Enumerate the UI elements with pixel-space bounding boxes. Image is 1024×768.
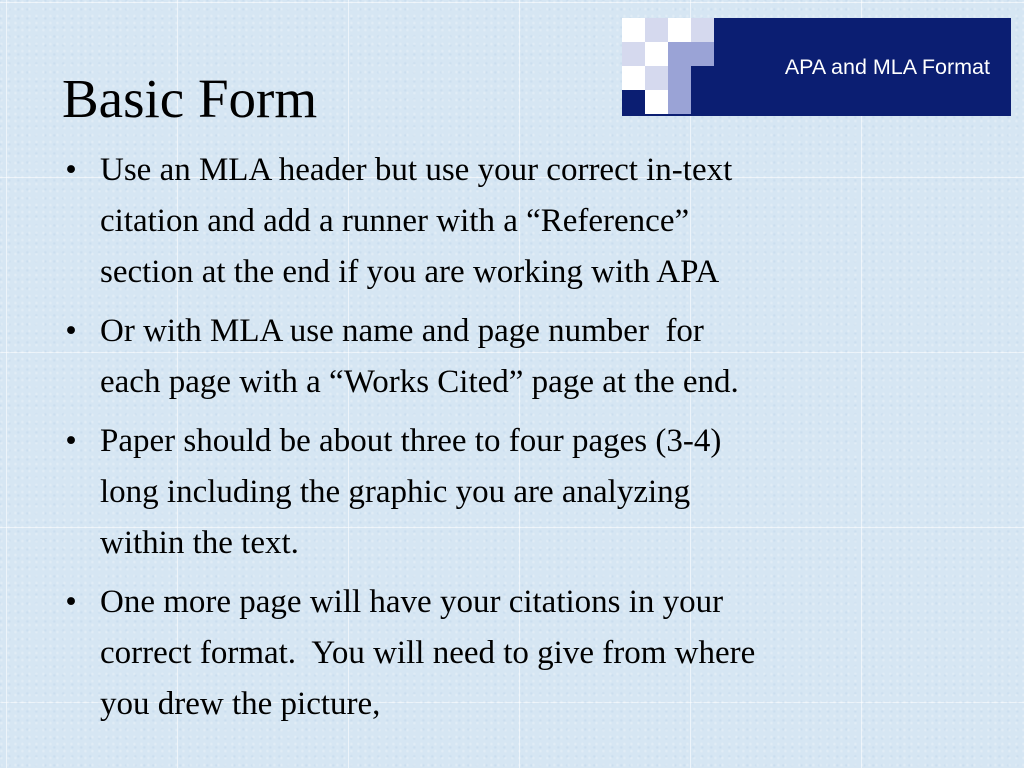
bullet-line: Or with MLA use name and page number for [100, 313, 704, 349]
bullet-line: long including the graphic you are analyzing [100, 474, 691, 510]
logo-square [691, 18, 714, 42]
logo-square [622, 18, 645, 42]
bullet-line: you drew the picture, [100, 686, 381, 722]
slide-title: Basic Form [62, 68, 318, 129]
bullet-line: Paper should be about three to four pages (3-4) [100, 423, 722, 459]
apa-mla-logo-banner [622, 18, 1011, 116]
bullet-list [56, 145, 976, 738]
bullet-line: Use an MLA header but use your correct in-text [100, 152, 733, 188]
logo-text: APA and MLA Format [784, 55, 990, 79]
logo-square [645, 90, 668, 114]
logo-square [668, 66, 691, 90]
bullet-item [56, 577, 976, 730]
logo-square [645, 66, 668, 90]
bullet-icon: • [65, 152, 77, 188]
bullet-icon: • [65, 313, 77, 349]
bullet-line: section at the end if you are working with APA [100, 254, 720, 290]
logo-square [668, 42, 691, 66]
logo-square [645, 18, 668, 42]
bullet-line: One more page will have your citations in your [100, 584, 724, 620]
bullet-line: each page with a “Works Cited” page at the end. [100, 364, 739, 400]
bullet-item [56, 416, 976, 569]
bullet-line: citation and add a runner with a “Reference” [100, 203, 690, 239]
bullet-icon: • [65, 423, 77, 459]
bullet-item [56, 145, 976, 298]
logo-square [691, 42, 714, 66]
bullet-line: correct format. You will need to give from where [100, 635, 756, 671]
logo-square [622, 66, 645, 90]
logo-square [622, 42, 645, 66]
bullet-line: within the text. [100, 525, 299, 561]
bullet-icon: • [65, 584, 77, 620]
logo-square [668, 18, 691, 42]
logo-square [668, 90, 691, 114]
logo-square [645, 42, 668, 66]
bullet-item [56, 306, 976, 408]
